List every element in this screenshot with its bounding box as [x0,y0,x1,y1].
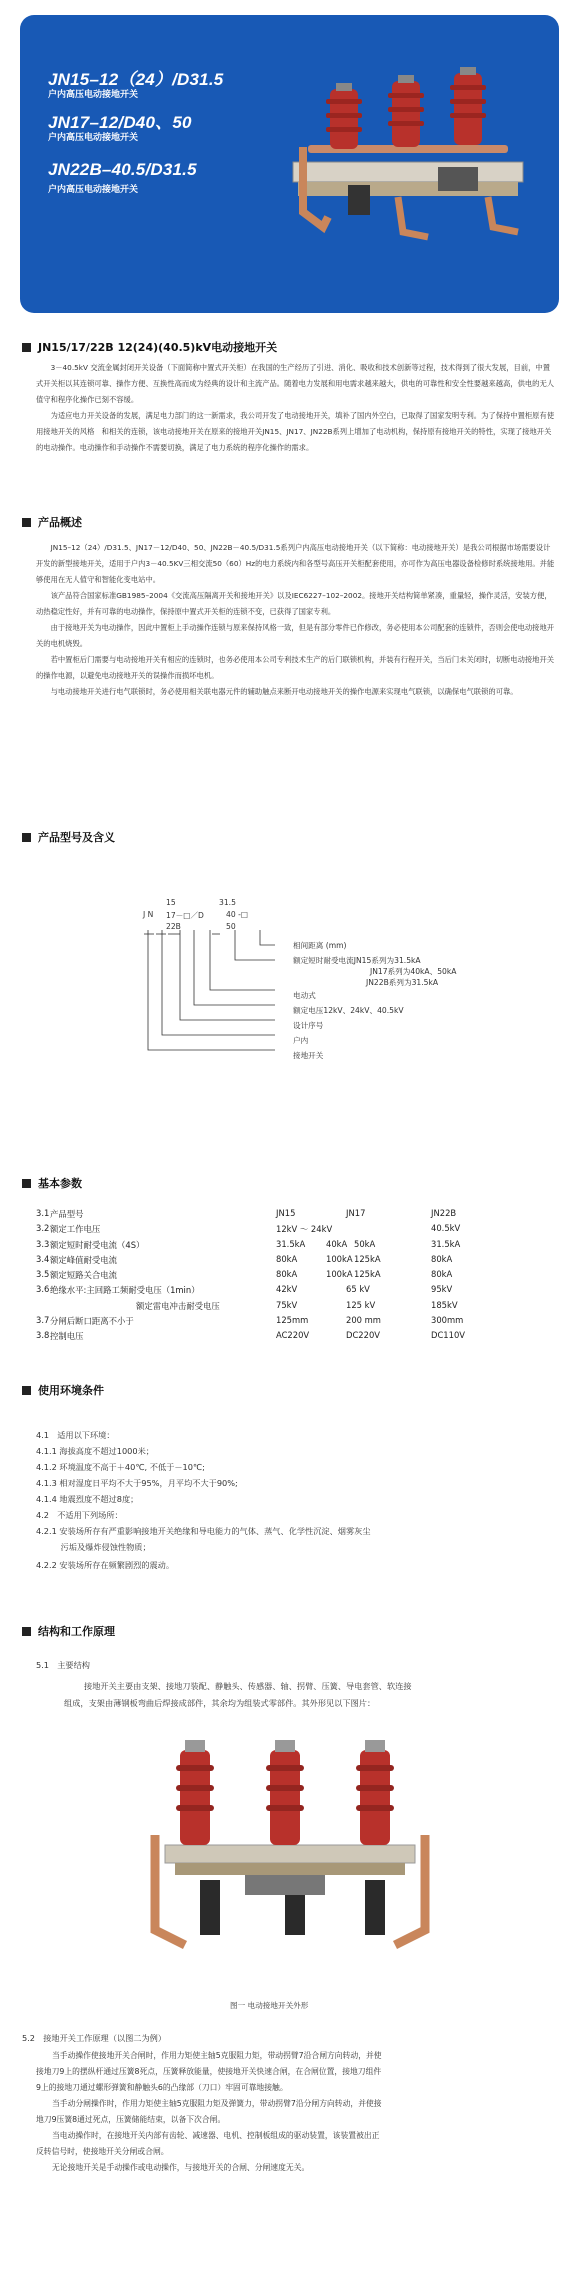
model-code-15: 15 [166,898,176,907]
params-cell-no: 3.5 [36,1269,50,1279]
params-title: 基本参数 [22,1175,82,1191]
params-cell-a: 80kA [276,1254,298,1264]
params-cell-e: JN22B [431,1208,457,1218]
env-line: 4.2.2 安装场所存在频繁剧烈的震动。 [36,1560,175,1570]
overview-paragraph: 若中置柜后门需要与电动接地开关有相应的连锁时，也务必使用本公司专利技术生产的后门联锁机构，并装有行程开关，当后门未关闭时，切断电动接地开关的操作电源，以避免电动接地开关的误操作而损坏电机。 [36,655,555,680]
params-row [36,1208,536,1223]
principle-text-line: 当手动操作使接地开关合闸时，作用力矩使主轴5克服阻力矩，带动拐臂7沿合闸方向转动，并使 [52,2051,382,2060]
overview-title: 产品概述 [22,514,82,530]
square-bullet-icon [22,833,31,842]
params-cell-b: 100kA [326,1254,353,1264]
params-cell-a: 31.5kA [276,1239,306,1249]
square-bullet-icon [22,1179,31,1188]
params-cell-name: 产品型号 [50,1209,84,1219]
params-cell-c: JN17 [346,1208,366,1218]
principle-text-line: 无论接地开关是手动操作或电动操作，与接地开关的合闸、分闸速度无关。 [52,2163,310,2172]
params-cell-e: 95kV [431,1284,453,1294]
params-cell-no: 3.7 [36,1315,50,1325]
header-title-3: JN22B–40.5/D31.5 [48,160,197,179]
params-cell-name: 额定短路关合电流 [50,1270,117,1280]
env-line: 4.1.4 地震烈度不超过8度； [36,1494,139,1504]
params-cell-no: 3.6 [36,1284,50,1294]
params-cell-a: AC220V [276,1330,310,1340]
params-cell-a: 125mm [276,1315,309,1325]
params-cell-name: 额定短时耐受电流（4S） [50,1240,145,1250]
params-cell-b: 40kA [326,1239,348,1249]
model-label: 电动式 [293,991,316,1000]
structure-title: 结构和工作原理 [22,1623,115,1639]
model-label: 户内 [293,1036,309,1045]
header-banner [20,15,559,313]
params-cell-name: 额定工作电压 [50,1224,101,1234]
params-row [36,1300,536,1315]
params-cell-no: 3.1 [36,1208,50,1218]
square-bullet-icon [22,1386,31,1395]
params-row [36,1269,536,1284]
params-cell-name: 分闸后断口距离不小于 [50,1316,134,1326]
params-cell-c: 125kA [354,1254,381,1264]
square-bullet-icon [22,1627,31,1636]
overview-paragraph: 由于接地开关为电动操作，因此中置柜上手动操作连锁与原来保持风格一致，但是有部分零件已作修改，务必使用本公司配套的连锁件，否则会使电动接地开关的电机烧毁。 [36,623,555,648]
overview-paragraph: 与电动接地开关进行电气联锁时，务必使用相关联电器元件的辅助触点来断开电动接地开关的操作电源来实现电气联锁，以确保电气联锁的可靠。 [50,687,518,696]
model-label: 额定电压12kV、24kV、40.5kV [293,1006,404,1015]
model-code-17: 17－□／D [166,911,204,920]
structure-text-line: 接地开关主要由支架、接地刀装配、静触头、传感器、轴、拐臂、压簧、导电套管、软连接 [84,1681,412,1691]
intro-paragraph: 3－40.5kV 交流金属封闭开关设备（下面简称中置式开关柜）在我国的生产经历了引进、消化、吸收和技术创新等过程，技术得到了很大发展，目前，中置式开关柜以其连锁可靠、操作方便、互换性高而成为经典的设计和主流产品。随着电力发展和用电需求越来越大，供电的可靠性和安全性要越来越高，供电的无人值守和程序化操作已刻不容缓。 [36,363,555,404]
params-cell-c: 125kA [354,1269,381,1279]
params-cell-no: 3.3 [36,1239,50,1249]
figure-1-caption: 图一 电动接地开关外形 [230,2001,309,2010]
header-subtitle-3: 户内高压电动接地开关 [48,185,139,195]
principle-text-line: 地刀9压簧8通过死点，压簧储能结束，以备下次合闸。 [36,2115,226,2124]
model-code-31: 31.5 [219,898,236,907]
model-label: JN17系列为40kA、50kA [370,967,457,976]
params-cell-no: 3.2 [36,1223,50,1233]
model-code-diagram [140,930,280,1085]
header-title-1: JN15–12（24）/D31.5 [48,70,224,89]
overview-paragraph: JN15–12（24）/D31.5、JN17－12/D40、50、JN22B－40.5/D31.5系列户内高压电动接地开关（以下简称：电动接地开关）是我公司根据市场需要设计开发的新型接地开关，适用于户内3－40.5KV三相交流50（60）Hz的电力系统内和各型号高压开关柜配套使用，亦可作为高压电器设备检修时系统接地用。并能够使用在无人值守和智能化变电站中。 [36,543,555,584]
params-row [36,1239,536,1254]
model-label: 接地开关 [293,1051,324,1060]
intro-title: JN15/17/22B 12(24)(40.5)kV电动接地开关 [22,339,277,355]
params-cell-c: 125 kV [346,1300,376,1310]
square-bullet-icon [22,518,31,527]
principle-text-line: 9上的接地刀通过螺形弹簧和静触头6的凸缘部（刀口）牢固可靠地接触。 [36,2083,288,2092]
model-label: 设计序号 [293,1021,324,1030]
principle-text-line: 当电动操作时，在接地开关内部有齿轮、减速器、电机、控制板组成的驱动装置，该装置被出正 [52,2131,380,2140]
principle-text-line: 接地刀9上的摆纵杆通过压簧8死点，压簧释放能量，使接地开关快速合闸，在合闸位置，接地刀组件 [36,2067,382,2076]
params-cell-e: 80kA [431,1269,453,1279]
header-subtitle-2: 户内高压电动接地开关 [48,133,139,143]
params-cell-e: 31.5kA [431,1239,461,1249]
env-line: 4.1.2 环境温度不高于＋40℃, 不低于－10℃; [36,1462,205,1472]
params-cell-a: 80kA [276,1269,298,1279]
params-cell-c: DC220V [346,1330,381,1340]
model-code-base: J N [143,910,154,919]
intro-paragraph: 为适应电力开关设备的发展，满足电力部门的这一新需求，我公司开发了电动接地开关，填补了国内外空白，已取得了国家发明专利。为了保持中置柜原有使用接地开关的风格 和相关的连锁，该电动接地开关在原来的接地开关JN15、JN17、JN22B系列上增加了电动机构，保持原有接地开关的特性，实现了接地开关的电动操作。电动操作和手动操作不需要切换，满足了电力系统的程序化操作的需求。 [36,411,555,452]
params-cell-name: 绝缘水平:主回路工频耐受电压（1min） [50,1285,200,1295]
env-line: 4.1 适用以下环境： [36,1430,115,1440]
model-label: JN22B系列为31.5kA [366,978,439,987]
principle-text-line: 反转信号时，使接地开关分闸或合闸。 [36,2147,169,2156]
header-title-2: JN17–12/D40、50 [48,113,192,132]
header-subtitle-1: 户内高压电动接地开关 [48,90,139,100]
structure-text-line: 组成，支架由薄钢板弯曲后焊接成部件，其余均为组装式零部件。其外形见以下图片： [64,1698,376,1708]
params-cell-e: 80kA [431,1254,453,1264]
overview-paragraph: 该产品符合国家标准GB1985–2004《交流高压隔离开关和接地开关》以及IEC6227–102–2002。接地开关结构简单紧凑，重量轻，操作灵活，安装方便，动热稳定性好，并有可靠的电动操作，保持原中置式开关柜的连锁不变，已获得了国家专利。 [36,591,552,616]
params-cell-e: 185kV [431,1300,458,1310]
model-code-40: 40 -□ [226,910,248,919]
params-cell-a: 42kV [276,1284,298,1294]
params-cell-no: 3.4 [36,1254,50,1264]
env-line: 污垢及爆炸侵蚀性物质； [36,1542,151,1552]
env-title: 使用环境条件 [22,1382,104,1398]
params-cell-e: DC110V [431,1330,466,1340]
params-row [36,1223,536,1238]
model-title: 产品型号及含义 [22,829,115,845]
env-line: 4.2.1 安装场所存有严重影响接地开关绝缘和导电能力的气体、蒸气、化学性沉淀、烟雾灰尘 [36,1526,371,1536]
params-row [36,1330,536,1345]
principle-text-line: 当手动分闸操作时，作用力矩使主轴5克服阻力矩及弹簧力，带动拐臂7沿分闸方向转动，并使接 [52,2099,382,2108]
params-cell-c: 200 mm [346,1315,381,1325]
model-label: 相间距离 (mm) [293,941,347,950]
params-cell-name: 额定雷电冲击耐受电压 [136,1301,220,1311]
model-code-22b: 22B [166,922,181,931]
model-code-50: 50 [226,922,236,931]
params-cell-name: 控制电压 [50,1331,84,1341]
params-cell-a: 12kV ～ 24kV [276,1224,333,1234]
params-row [36,1284,536,1299]
params-row [36,1315,536,1330]
params-cell-c: 65 kV [346,1284,370,1294]
params-cell-e: 40.5kV [431,1223,461,1233]
intro-text [36,360,556,456]
params-cell-no: 3.8 [36,1330,50,1340]
params-cell-a: JN15 [276,1208,296,1218]
params-cell-b: 100kA [326,1269,353,1279]
params-cell-a: 75kV [276,1300,298,1310]
square-bullet-icon [22,343,31,352]
model-label: 额定短时耐受电流JN15系列为31.5kA [293,956,421,965]
params-cell-name: 额定峰值耐受电流 [50,1255,117,1265]
params-cell-e: 300mm [431,1315,464,1325]
product-photo [288,67,538,242]
figure-1-photo [125,1730,455,1960]
section-5-1-heading: 5.1 主要结构 [36,1660,90,1670]
env-line: 4.1.3 相对湿度日平均不大于95%，月平均不大于90%; [36,1478,238,1488]
overview-text [36,540,556,700]
params-row [36,1254,536,1269]
env-line: 4.1.1 海拔高度不超过1000米； [36,1446,154,1456]
env-line: 4.2 不适用下列场所： [36,1510,123,1520]
params-cell-c: 50kA [354,1239,376,1249]
section-5-2-heading: 5.2 接地开关工作原理（以图二为例） [22,2033,167,2043]
